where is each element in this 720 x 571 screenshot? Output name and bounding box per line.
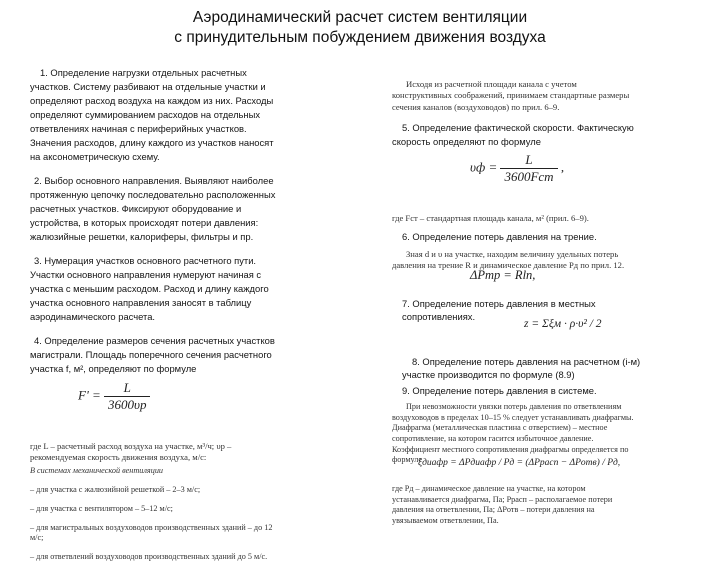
where-airflow: где L – расчетный расход воздуха на участке, м³/ч; υр – рекомендуемая скорость движения воздуха, м/с:: [30, 440, 232, 463]
speed-item: – для магистральных воздуховодов производственных зданий – до 12 м/с;: [30, 522, 273, 543]
speed-list: [30, 458, 275, 571]
page-title: [0, 8, 720, 48]
section-9: 9. Определение потерь давления в системе.: [402, 385, 597, 397]
formula-fraction: [500, 152, 557, 185]
speed-item: – для участка с вентилятором – 5–12 м/с;: [30, 503, 173, 513]
formula-numerator: L: [104, 380, 150, 397]
section-6: 6. Определение потерь давления на трение.: [402, 231, 597, 243]
tail-body: где Pд – динамическое давление на участке, на котором устанавливается диафрагма, Па; Pрасп – располагаемое потери давления на ответвлении, Па; ΔPотв – потери давления на увязываемом ответвлении, Па.: [392, 484, 613, 525]
formula-numerator: L: [500, 152, 557, 169]
formula-denominator: 3600υр: [108, 397, 147, 412]
speed-item: – для ответвлений воздуховодов производственных зданий до 5 м/с.: [30, 551, 268, 561]
section-7-block: [402, 288, 642, 333]
text-9-body: При невозможности увязки потерь давления по ответвлениям воздуховодов в пределах 10–15 % следует устанавливать диафрагмы. Диафрагма (металлическая пластина с отверстием) – местное сопротивление, на котором гасится избыточное давление. Коэффициент местного сопротивления диафрагмы определяется по формуле: [392, 402, 634, 465]
formula-section-area: [78, 380, 150, 413]
formula-denominator: 3600Fст: [504, 169, 554, 184]
where5-text: где Fст – стандартная площадь канала, м² (прил. 6–9).: [392, 212, 589, 223]
tail-text: [392, 476, 637, 535]
formula-local-text: z = Σξм · ρ·υ² / 2: [524, 318, 602, 330]
title-line-1: Аэродинамический расчет систем вентиляции: [192, 9, 528, 26]
speed-item: В системах механической вентиляции: [30, 466, 164, 476]
left-column: [30, 66, 282, 376]
section-8: 8. Определение потерь давления на расчетном (i-м) участке производится по формуле (8.9): [402, 356, 641, 381]
title-line-2: с принудительным побуждением движения воздуха: [174, 29, 546, 46]
formula-local-resistance: [524, 318, 602, 330]
section-7: 7. Определение потерь давления в местных сопротивлениях.: [402, 298, 596, 323]
formula-lhs: υф =: [470, 159, 498, 175]
formula-diaphragm-text: ξдиафр = ΔPдиафр / Pд = (ΔPрасп − ΔPотв) / Pд,: [418, 458, 621, 468]
formula-diaphragm: [418, 458, 620, 468]
formula-fraction: [104, 380, 150, 413]
formula-friction-text: ΔPтр = Rln,: [470, 268, 536, 282]
formula-friction: [470, 268, 535, 283]
speed-item: – для участка с жалюзийной решеткой – 2–3 м/с;: [30, 484, 201, 494]
section-5: 5. Определение фактической скорости. Фактическую скорость определяют по формуле: [392, 122, 634, 148]
section-2: 2. Выбор основного направления. Выявляют наиболее протяженную цепочку последовательно расположенных расчетных участков. Фиксируют оборудование и устройства, в которых происходят потери давления: жалюзийные решетки, калориферы, фильтры и пр.: [30, 175, 276, 242]
formula-actual-speed: [470, 152, 564, 185]
text-6-body: Зная d и υ на участке, находим величину удельных потерь давления на трение R и динамическое давление Pд по прил. 12.: [392, 248, 625, 271]
formula-comma: ,: [560, 159, 565, 175]
formula-lhs: F' =: [78, 387, 101, 403]
section-1: 1. Определение нагрузки отдельных расчетных участков. Систему разбивают на отдельные участки и определяют расход воздуха на каждом из них. Расходы определяют суммированием расходов на отдельных ответвлениях начиная с периферийных участков. Значения расходов, длину каждого из участков наносят на аксонометрическую схему.: [30, 67, 274, 162]
section-4: 4. Определение размеров сечения расчетных участков магистрали. Площадь поперечного сечения расчетного участка f, м², определяют по формуле: [30, 335, 275, 374]
section-3: 3. Нумерация участков основного расчетного пути. Участки основного направления нумеруют начиная с участка с меньшим расходом. Расход и длину каждого участка основного направления заносят в таблицу аэродинамического расчета.: [30, 255, 269, 322]
intro-text: Исходя из расчетной площади канала с учетом конструктивных соображений, принимаем стандартные размеры сечения каналов (воздуховодов) по прил. 6–9.: [392, 78, 630, 112]
